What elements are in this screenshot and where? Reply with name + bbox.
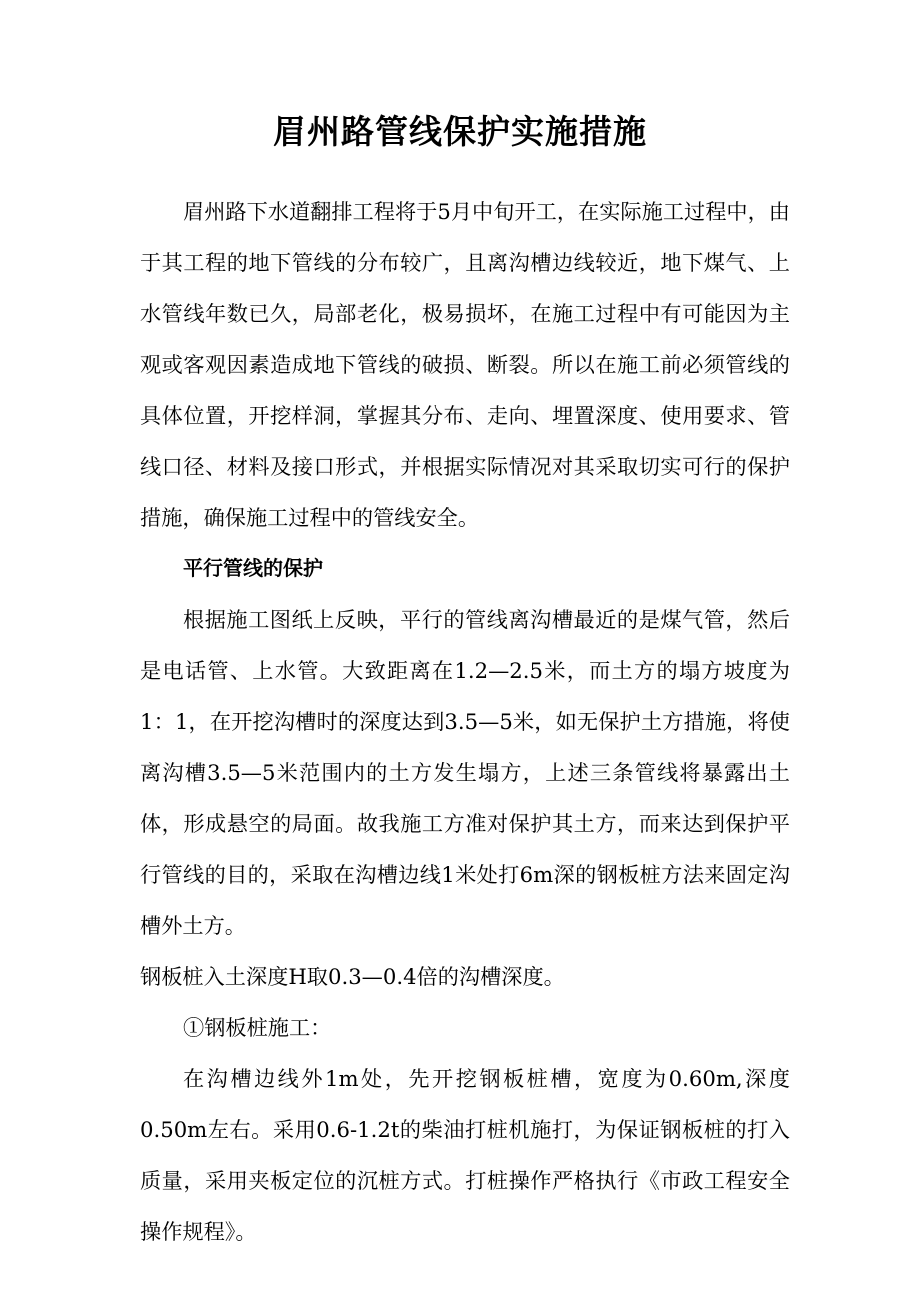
intro-paragraph: 眉州路下水道翻排工程将于5月中旬开工，在实际施工过程中，由于其工程的地下管线的分布较广，且离沟槽边线较近，地下煤气、上水管线年数已久，局部老化，极易损坏，在施工过程中有可能因为主观或客观因素造成地下管线的破损、断裂。所以在施工前必须管线的具体位置，开挖样洞，掌握其分布、走向、埋置深度、使用要求、管线口径、材料及接口形式，并根据实际情况对其采取切实可行的保护措施，确保施工过程中的管线安全。	[140, 199, 790, 530]
section-paragraph: 根据施工图纸上反映，平行的管线离沟槽最近的是煤气管，然后是电话管、上水管。大致距离在1.2—2.5米，而土方的塌方坡度为1：1，在开挖沟槽时的深度达到3.5—5米，如无保护土方措施，将使离沟槽3.5—5米范围内的土方发生塌方，上述三条管线将暴露出土体，形成悬空的局面。故我施工方准对保护其土方，而来达到保护平行管线的目的，采取在沟槽边线1米处打6m深的钢板桩方法来固定沟槽外土方。	[140, 607, 790, 938]
depth-note: 钢板桩入土深度H取0.3—0.4倍的沟槽深度。	[140, 964, 565, 989]
document-title: 眉州路管线保护实施措施	[273, 112, 647, 151]
document-body	[140, 186, 790, 1257]
section-heading: 平行管线的保护	[183, 556, 323, 580]
sub-paragraph: 在沟槽边线外1m处，先开挖钢板桩槽，宽度为0.60m,深度0.50m左右。采用0.6-1.2t的柴油打桩机施打，为保证钢板桩的打入质量，采用夹板定位的沉桩方式。打桩操作严格执行《市政工程安全操作规程》。	[140, 1066, 790, 1244]
sub-heading: ①钢板桩施工：	[183, 1015, 332, 1040]
